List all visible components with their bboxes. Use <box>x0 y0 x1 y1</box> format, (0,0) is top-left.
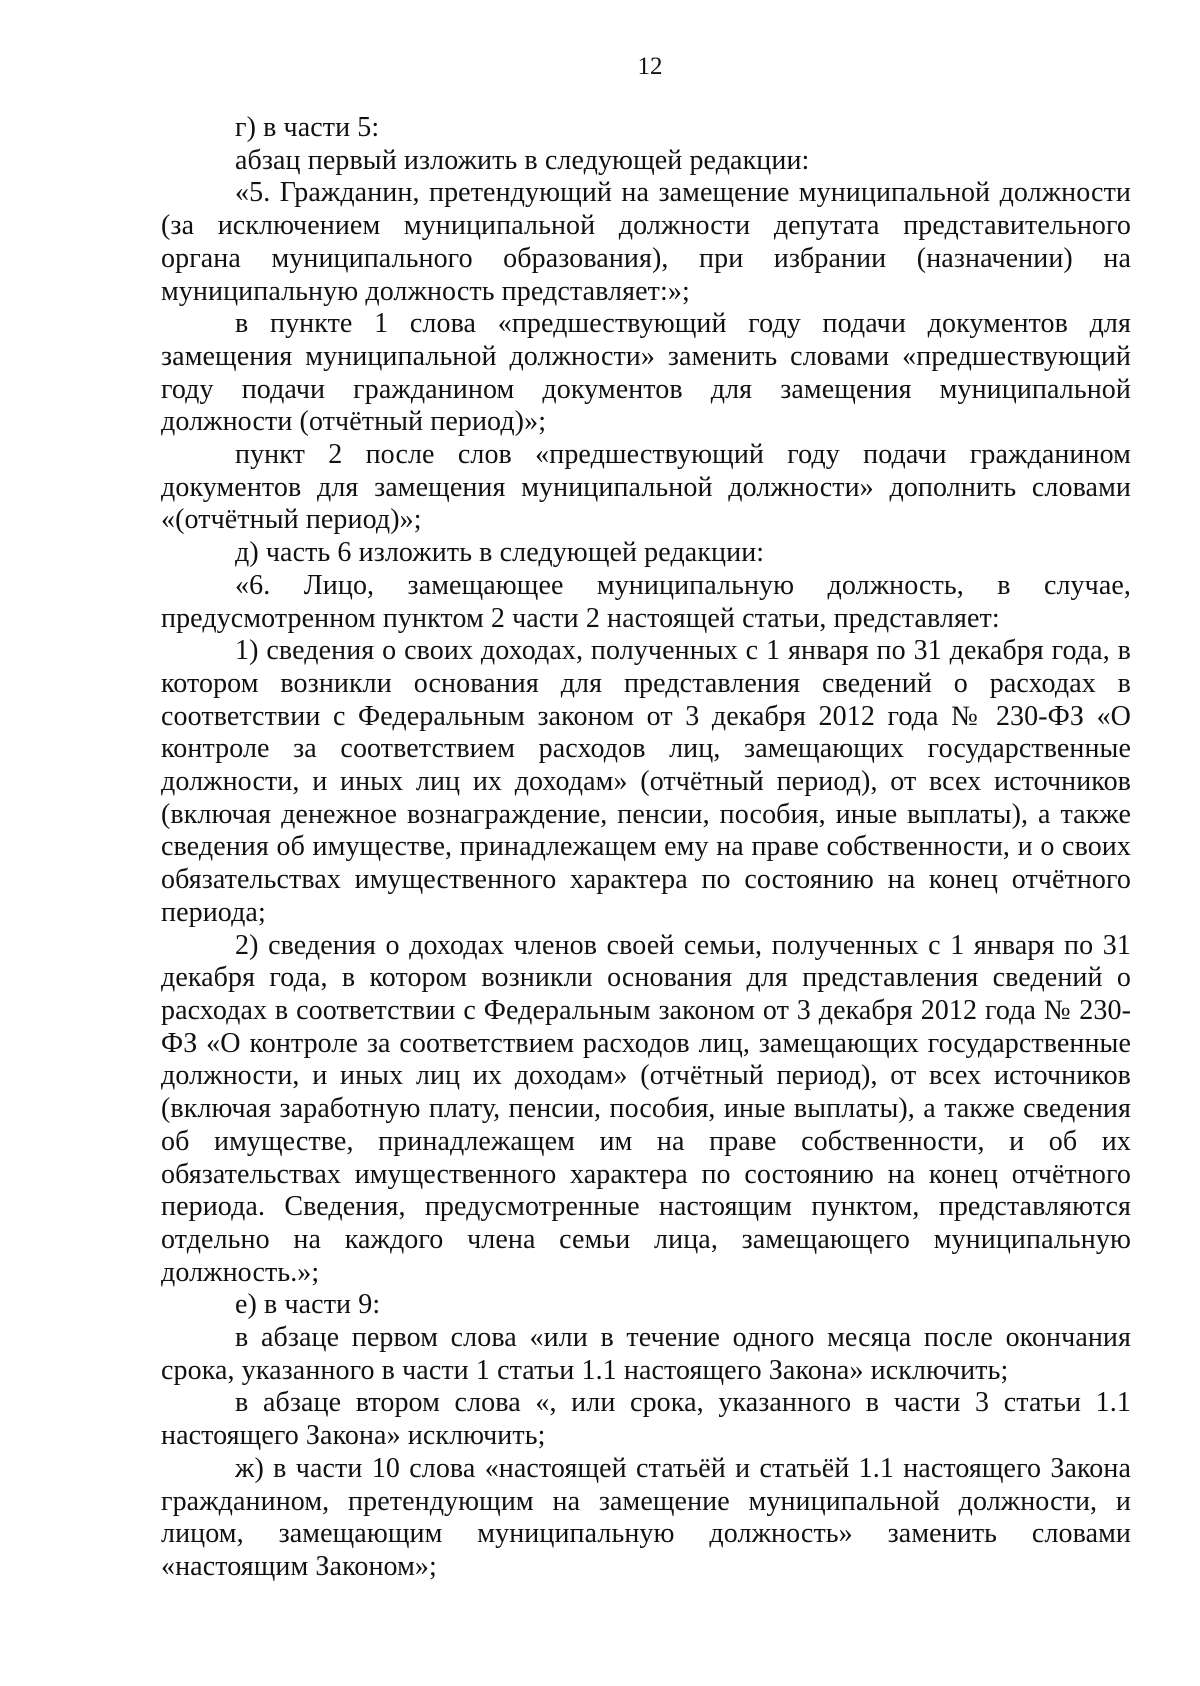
paragraph-point-1: в пункте 1 слова «предшествующий году подачи документов для замещения муниципальной должности» заменить словами «предшествующий году подачи гражданином документов для замещения муниципальной должности (отчётный период)»; <box>161 308 1131 438</box>
document-body <box>161 112 1131 1584</box>
paragraph-subpoint-2: 2) сведения о доходах членов своей семьи, полученных с 1 января по 31 декабря года, в котором возникли основания для представления сведений о расходах в соответствии с Федеральным законом от 3 декабря 2012 года № 230-ФЗ «О контроле за соответствием расходов лиц, замещающих государственные должности, и иных лиц их доходам» (отчётный период), от всех источников (включая заработную плату, пенсии, пособия, иные выплаты), а также сведения об имуществе, принадлежащем им на праве собственности, и об их обязательствах имущественного характера по состоянию на конец отчётного периода. Сведения, предусмотренные настоящим пунктом, представляются отдельно на каждого члена семьи лица, замещающего муниципальную должность.»; <box>161 929 1131 1288</box>
paragraph-abzac-second: в абзаце втором слова «, или срока, указанного в части 3 статьи 1.1 настоящего Закона» исключить; <box>161 1387 1131 1452</box>
paragraph-subpoint-1: 1) сведения о своих доходах, полученных с 1 января по 31 декабря года, в котором возникли основания для представления сведений о расходах в соответствии с Федеральным законом от 3 декабря 2012 года № 230-ФЗ «О контроле за соответствием расходов лиц, замещающих государственные должности, и иных лиц их доходам» (отчётный период), от всех источников (включая денежное вознаграждение, пенсии, пособия, иные выплаты), а также сведения об имуществе, принадлежащем ему на праве собственности, и о своих обязательствах имущественного характера по состоянию на конец отчётного периода; <box>161 635 1131 928</box>
page-number: 12 <box>637 53 663 80</box>
paragraph-g-part-5: г) в части 5: <box>235 112 380 143</box>
paragraph-part-5-text: «5. Гражданин, претендующий на замещение муниципальной должности (за исключением муниципальной должности депутата представительного органа муниципального образования), при избрании (назначении) на муниципальную должность представляет:»; <box>161 177 1131 307</box>
paragraph-abzac-first: в абзаце первом слова «или в течение одного месяца после окончания срока, указанного в части 1 статьи 1.1 настоящего Закона» исключить; <box>161 1322 1131 1386</box>
paragraph-d-part-6: д) часть 6 изложить в следующей редакции: <box>235 537 765 569</box>
paragraph-first-abzac: абзац первый изложить в следующей редакции: <box>235 144 810 176</box>
paragraph-point-2: пункт 2 после слов «предшествующий году подачи гражданином документов для замещения муниципальной должности» дополнить словами «(отчётный период)»; <box>161 439 1131 536</box>
paragraph-e-part-9: е) в части 9: <box>235 1289 381 1321</box>
paragraph-zh-part-10: ж) в части 10 слова «настоящей статьёй и статьёй 1.1 настоящего Закона гражданином, претендующим на замещение муниципальной должности, и лицом, замещающим муниципальную должность» заменить словами «настоящим Законом»; <box>161 1452 1131 1582</box>
paragraph-part-6-text: «6. Лицо, замещающее муниципальную должность, в случае, предусмотренном пунктом 2 части 2 настоящей статьи, представляет: <box>161 569 1131 634</box>
